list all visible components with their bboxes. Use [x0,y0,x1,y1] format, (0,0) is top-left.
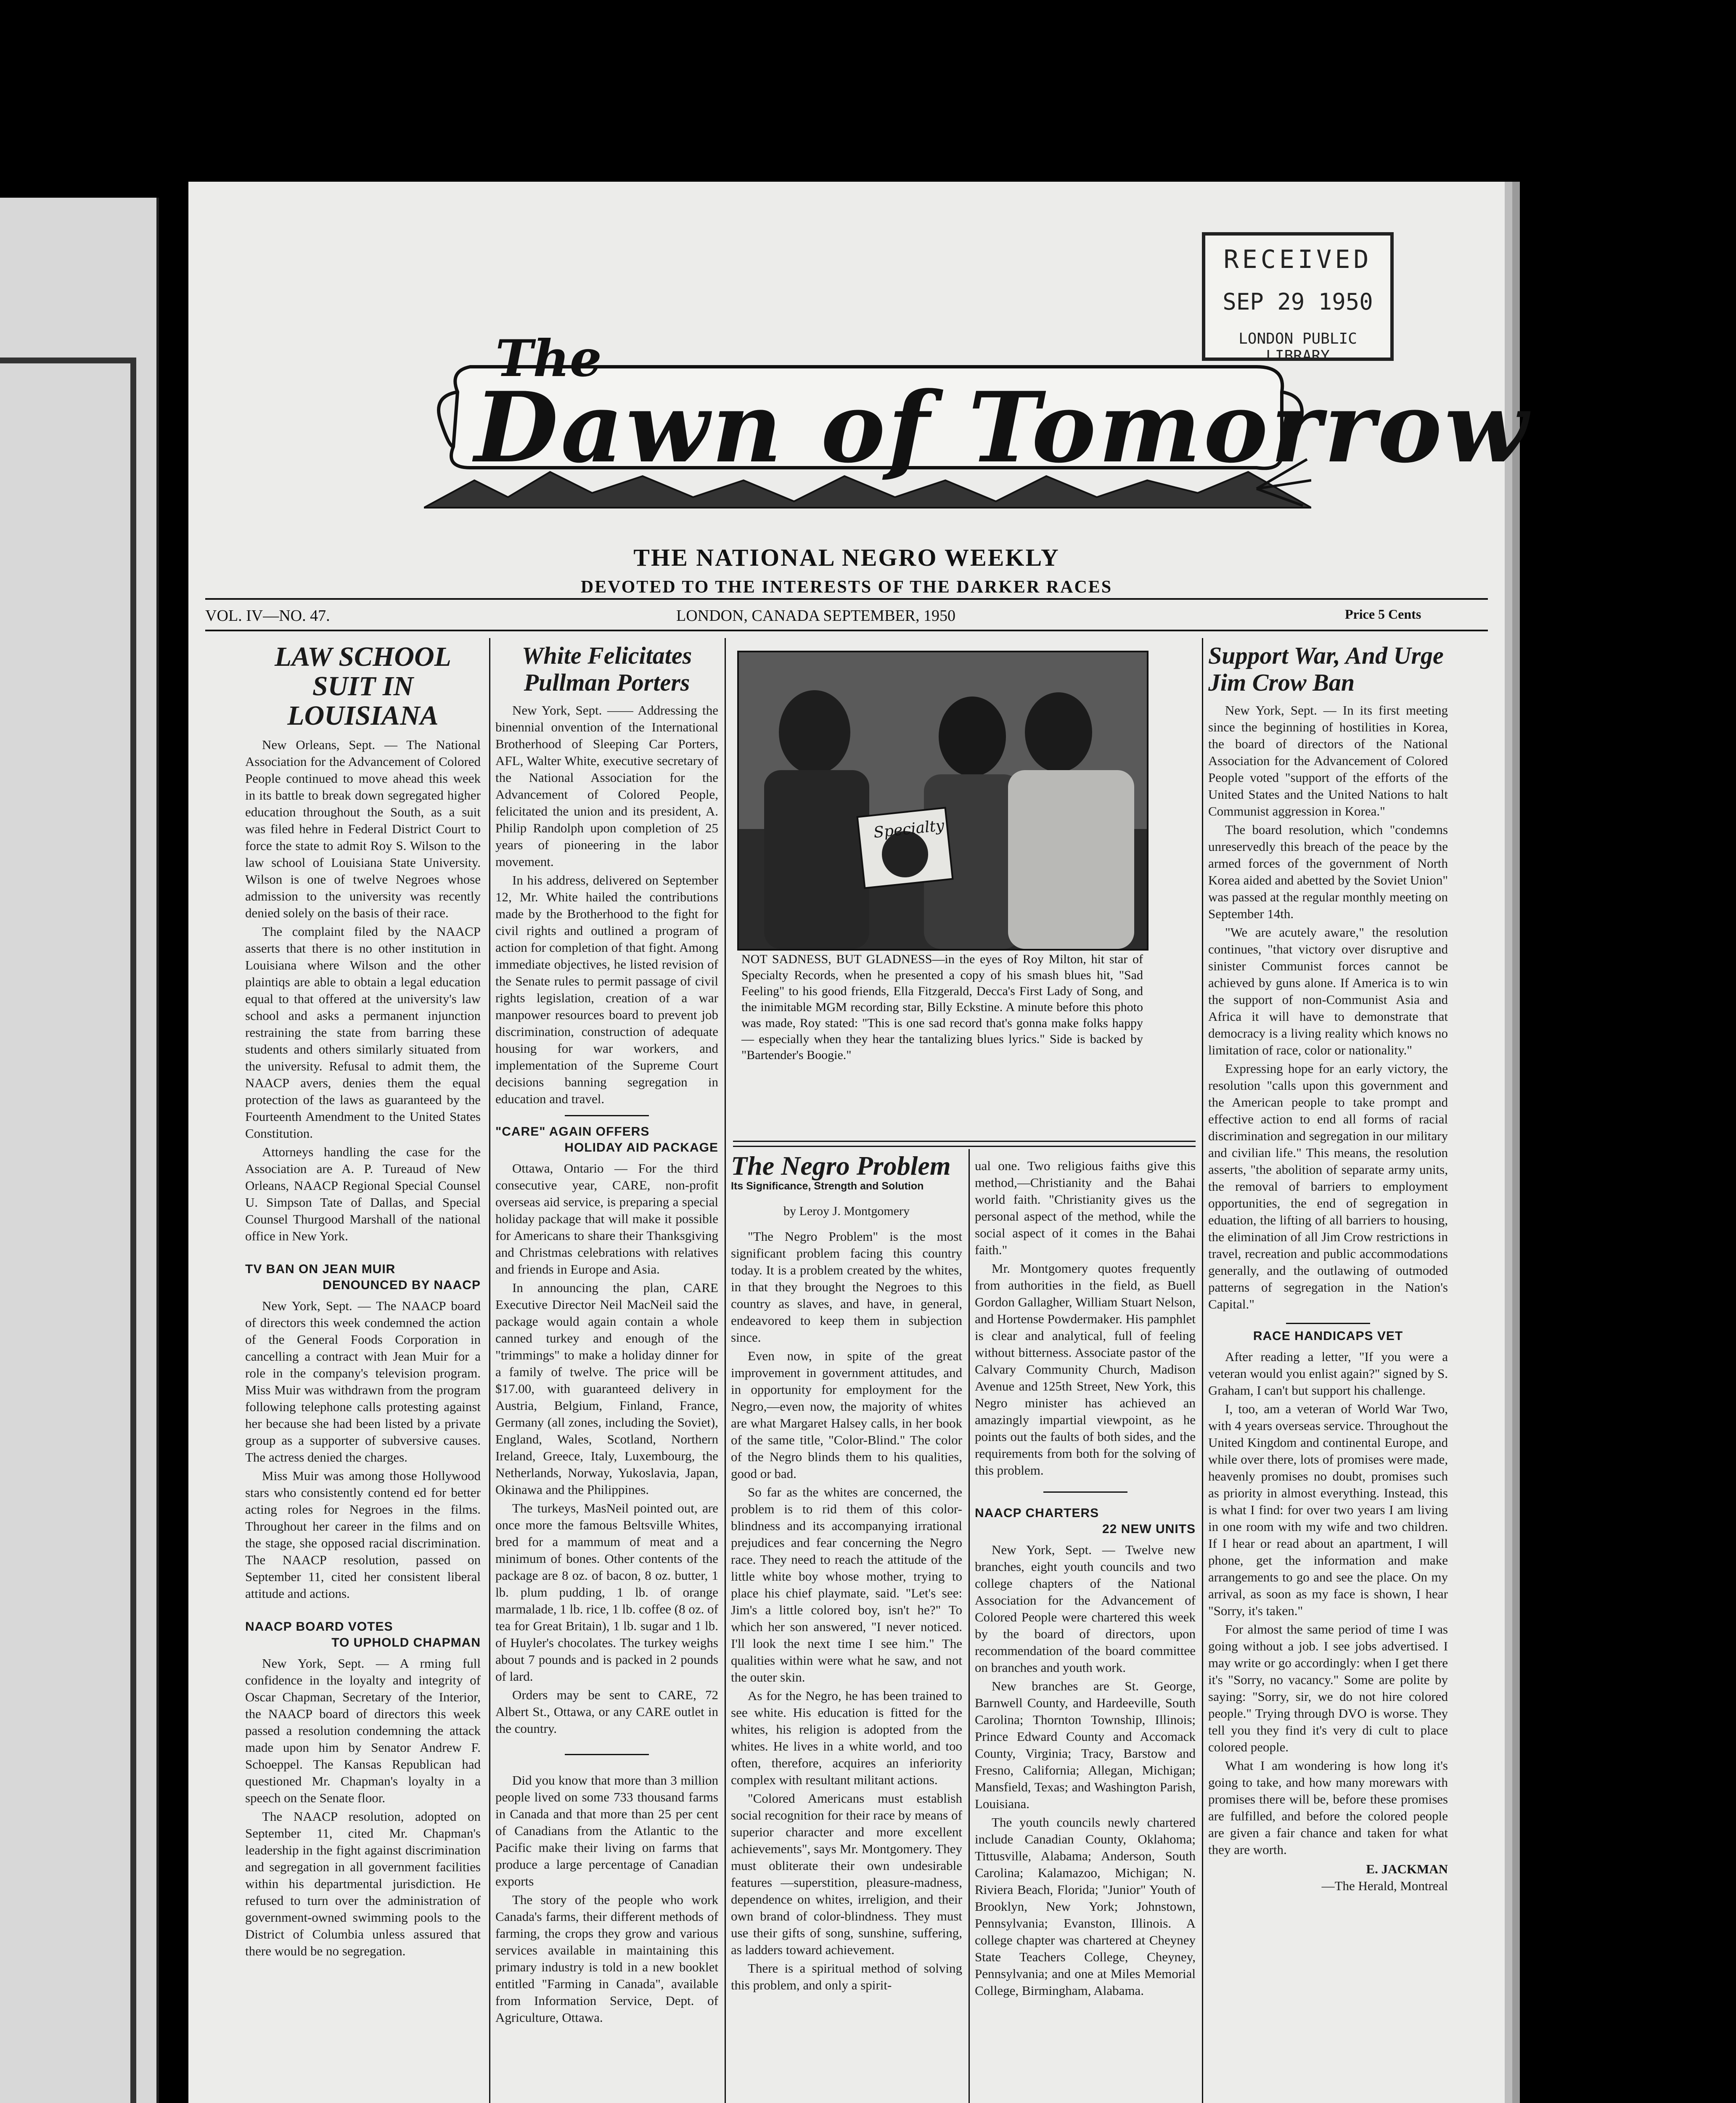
article-paragraph: New Orleans, Sept. — The National Association for the Advancement of Colored People continued to move ahead this week in its battle to break down segregated higher education throughout the South, as a suit was filed hehre in Federal District Court to force the state to admit Roy S. Wilson to the law school of Louisiana State University. Wilson is one of twelve Negroes whose admission to the university was recently denied solely on the basis of their race. [245,737,481,920]
article-paragraph: New York, Sept. —— Addressing the binennial onvention of the International Brotherhood of Sleeping Car Porters, AFL, Walter White, executive secretary of the National Association for the Advancement of Colored People, felicitated the union and its president, A. Philip Randolph upon completion of 25 years of pioneering in the labor movement. [495,703,718,869]
masthead-the: The [495,329,602,388]
article-paragraph: As for the Negro, he has been trained to see white. His education is fitted for the whites, his religion is adopted from the whites. He lives in a white world, and too often, therefore, acquires an inferiority complex with resultant militant actions. [731,1688,962,1787]
article-paragraph: "We are acutely aware," the resolution continues, "that victory over disruptive and sinister Communist forces cannot be achieved by guns alone. If America is to win the support of non-Communist Asia and Africa it will have to demonstrate that democracy is a living reality which knows no limitation of race, color or nationality." [1208,925,1448,1057]
stamp-date: SEP 29 1950 [1223,289,1373,315]
headline-law-school-suit: LAW SCHOOL SUIT IN LOUISIANA [275,641,451,731]
volume-number: VOL. IV—NO. 47. [205,607,330,625]
article-paragraph: The youth councils newly chartered include Canadian County, Oklahoma; Tittusville, Alabama; Anderson, South Carolina; Kalamazoo, Michigan; N. Riviera Beach, Florida; "Junior" Youth of Brooklyn, New York; Johnstown, Pennsylvania; Evanston, Illinois. A college chapter was chartered at Cheyney State Teachers College, Cheyney, Pennsylvania; and one at Miles Memorial College, Birmingham, Alabama. [975,1815,1196,1998]
article-paragraph: "Colored Americans must establish social recognition for their race by means of superior character and more excellent achievements", says Mr. Montgomery. They must obliterate their own undesirable features —superstition, pleasure-madness, dependence on whites, irreligion, and their own brand of color-blindness. They must use their gifts of song, sunshine, suffering, as ladders toward achievement. [731,1791,962,1957]
column-4 [975,1157,1196,2001]
article-paragraph: Ottawa, Ontario — For the third consecutive year, CARE, non-profit overseas aid service, is preparing a special holiday package that will make it possible for Americans to share their Thanksgiving and Christmas celebrations with relatives and friends in Europe and Asia. [495,1161,718,1277]
top-rule [205,598,1488,600]
column-rule-4 [1202,638,1203,2103]
article-paragraph: Expressing hope for an early victory, the resolution "calls upon this government and the American people to take prompt and effective action to end all forms of racial discrimination and segregation in our military and civilian life." This means, the resolution asserts, "the abolition of separate army units, the removal of barriers to employment opportunities, the end of segregation in eduation, the lifting of all barriers to housing, the elimination of all Jim Crow restrictions in travel, recreation and public accommodations generally, and the outlawing of outmoded patterns of segregation in the Nation's Capital." [1208,1061,1448,1311]
article-paragraph: So far as the whites are concerned, the problem is to rid them of this color-blindness and its accompanying irrational prejudices and fear concerning the Negro race. They need to reach the attitude of the little white boy whose mother, trying to place his chief playmate, said. "Let's see: Jim's a little colored boy, isn't he?" To which her son answered, "I never noticed. I'll look the next time I see him." The qualities within were what he saw, and not the outer skin. [731,1485,962,1685]
article-paragraph: Orders may be sent to CARE, 72 Albert St., Ottawa, or any CARE outlet in the country. [495,1687,718,1736]
subhead-tv-ban: DENOUNCED BY NAACP [323,1278,481,1292]
section-divider [1286,1323,1370,1324]
column-rule-3 [969,1149,970,2103]
section-divider [565,1754,649,1755]
article-paragraph: In announcing the plan, CARE Executive Director Neil MacNeil said the package would again contain a whole canned turkey and enough of the "trimmings" to make a holiday dinner for a family of twelve. The price will be $17.00, with guaranteed delivery in Austria, Belgium, Finland, France, Germany (all zones, including the Soviet), England, Wales, Scotland, Northern Ireland, Greece, Italy, Luxembourg, the Netherlands, Norway, Yukoslavia, Japan, Okinawa and the Philippines. [495,1280,718,1497]
article-paragraph: I, too, am a veteran of World War Two, with 4 years overseas service. Throughout the United Kingdom and continental Europe, and while over there, lots of promises were made, heavenly promises no doubt, promises such as priority in almost everything. Instead, this is what I find: for over two years I am living in one room with my wife and two children. If I hear or read about an apartment, I will phone, get the information and make arrangements to go and see the place. On my arrival, as soon as my face is shown, I hear "Sorry, it's taken." [1208,1401,1448,1618]
subhead-negro-problem: Its Significance, Strength and Solution [731,1180,924,1192]
article-paragraph: New York, Sept. — A rming full confidence in the loyalty and integrity of Oscar Chapman, Secretary of the Interior, the NAACP board of directors this week passed a resolution condemning the attack made upon him by Senator Andrew F. Schoeppel. The Kansas Republican had questioned Mr. Chapman's loyalty in a speech on the Senate floor. [245,1656,481,1805]
article-paragraph: New York, Sept. — Twelve new branches, eight youth councils and two college chapters of the National Association for the Advancement of Colored People were chartered this week by the board of directors, upon recommendation of the board committee on branches and youth work. [975,1542,1196,1675]
headline-pullman-porters: White Felicitates Pullman Porters [521,642,692,696]
column-rule-2 [725,638,726,2103]
adjacent-page-edge [0,198,159,2103]
devoted-line: DEVOTED TO THE INTERESTS OF THE DARKER RACES [580,577,1113,597]
headline-support-war: Support War, And Urge Jim Crow Ban [1208,642,1444,696]
article-paragraph: Even now, in spite of the great improvement in government attitudes, and in opportunity for employment for the Negro,—even now, the majority of whites are what Margaret Halsey calls, in her book of the same title, "Color-Blind." The color of the Negro blinds them to his qualities, good or bad. [731,1348,962,1481]
column-1 [245,642,481,1961]
article-paragraph: Attorneys handling the case for the Association are A. P. Tureaud of New Orleans, NAACP Regional Special Counsel U. Simpson Tate of Dallas, and Special Counsel Thurgood Marshall of the national office in New York. [245,1144,481,1243]
section-divider [565,1115,649,1116]
caption-rule [733,1141,1196,1142]
subhead-chapman: TO UPHOLD CHAPMAN [331,1636,481,1650]
article-paragraph: New York, Sept. — The NAACP board of directors this week condemned the action of the General Foods Corporation in cancelling a contract with Jean Muir for a role in the company's television program. Miss Muir was withdrawn from the program following telephone calls protesting against her because she had been listed by a private group as a supporter of subversive causes. The actress denied the charges. [245,1298,481,1465]
article-paragraph: The story of the people who work Canada's farms, their different methods of farming, the crops they grow and various services available in maintaining this primary industry is told in a new booklet entitled "Farming in Canada", available from Information Service, Dept. of Agriculture, Ottawa. [495,1892,718,2025]
section-divider [1043,1491,1127,1493]
article-paragraph: New York, Sept. — In its first meeting since the beginning of hostilities in Korea, the board of directors of the National Association for the Advancement of Colored People voted "support of the efforts of the United States and the United Nations to halt Communist aggression in Korea." [1208,703,1448,818]
subhead-naacp-charters: 22 NEW UNITS [1102,1522,1196,1536]
photo-caption: NOT SADNESS, BUT GLADNESS—in the eyes of Roy Milton, hit star of Specialty Records, when he presented a copy of his smash blues hit, "Sad Feeling" to his good friends, Ella Fitzgerald, Decca's First Lady of Song, and the inimitable MGM recording star, Billy Eckstine. A minute before this photo was made, Roy stated: "This is one sad record that's gonna make folks happy — especially when they hear the tantalizing blues lyrics." Side is backed by "Bartender's Boogie." [741,952,1143,1062]
article-paragraph: ual one. Two religious faiths give this method,—Christianity and the Bahai world faith. "Christianity gives us the personal aspect of the method, while the social aspect of it comes in the Bahai faith." [975,1158,1196,1257]
stamp-library: LONDON PUBLIC LIBRARY [1238,330,1357,365]
newspaper-page [188,182,1530,2103]
article-paragraph: For almost the same period of time I was going without a job. I see jobs advertised. I may write or go accordingly: when I get there it's "Sorry, no vacancy." Some are polite by saying: "Sorry, sir, we do not hire colored people." Trying through DVO is worse. They tell you they find it's very di cult to place colored people. [1208,1622,1448,1754]
article-paragraph: Did you know that more than 3 million people lived on some 733 thousand farms in Canada and that more than 25 per cent of Canadians from the Atlantic to the Pacific make their living on farms that produce a large percentage of Canadian exports [495,1773,718,1888]
column-2 [495,642,718,2028]
place-date: LONDON, CANADA SEPTEMBER, 1950 [676,607,955,625]
dateline-rule [205,630,1488,631]
photo-musicians-icon [739,652,1147,949]
stamp-received: RECEIVED [1223,245,1372,274]
masthead [424,320,1530,510]
subhead-care: HOLIDAY AID PACKAGE [564,1141,718,1155]
article-paragraph: Mr. Montgomery quotes frequently from authorities in the field, as Buell Gordon Gallagher, William Stuart Nelson, and Hortense Powdermaker. His pamphlet is clear and analytical, full of feeling without bitterness. Associate pastor of the Calvary Community Church, Madison Avenue and 125th Street, New York, this Negro minister has achieved an amazingly impartial viewpoint, as he points out the faults of both sides, and the requirements from both for the solving of this problem. [975,1261,1196,1478]
article-paragraph: The NAACP resolution, adopted on September 11, cited Mr. Chapman's leadership in the fight against discrimination and segregation in all government facilities within his departmental jurisdiction. He refused to turn over the administration of government-owned swimming pools to the District of Columbia unless assured that there would be no segregation. [245,1809,481,1958]
headline-chapman: NAACP BOARD VOTES [245,1620,393,1634]
letter-signature: E. JACKMAN [1366,1862,1448,1876]
article-paragraph: Miss Muir was among those Hollywood stars who consistently contend ed for better acting roles for Negroes in the films. Throughout her career in the films and on the stage, she opposed racial discrimination. The NAACP resolution, passed on September 11, cited her consistent liberal attitude and actions. [245,1468,481,1601]
column-3 [731,1151,962,1995]
headline-care: "CARE" AGAIN OFFERS [495,1125,650,1139]
headline-race-handicaps: RACE HANDICAPS VET [1253,1329,1403,1343]
headline-tv-ban: TV BAN ON JEAN MUIR [245,1262,396,1276]
article-paragraph: What I am wondering is how long it's going to take, and how many morewars with promises there will be, before these promises are fulfilled, and before the colored people are given a fair chance and taken for what they are worth. [1208,1758,1448,1857]
caption-rule-2 [733,1146,1196,1147]
adjacent-page-border [0,358,136,2103]
headline-naacp-charters: NAACP CHARTERS [975,1506,1099,1520]
column-rule-1 [489,638,490,2103]
news-photo [737,651,1149,951]
article-paragraph: The turkeys, MasNeil pointed out, are once more the famous Beltsville Whites, bred for a mammum of meat and a minimum of bones. Other contents of the package are 8 oz. of bacon, 8 oz. butter, 1 lb. plum pudding, 1 lb. of orange marmalade, 1 lb. rice, 1 lb. coffee (8 oz. of tea for Great Britain), 1 lb. sugar and 1 lb. of Huyler's chocolates. The turkey weighs about 7 pounds and is packed in 2 pounds of lard. [495,1501,718,1684]
letter-source: —The Herald, Montreal [1321,1878,1448,1893]
column-5 [1208,642,1448,1894]
headline-negro-problem: The Negro Problem [731,1151,951,1181]
tagline: THE NATIONAL NEGRO WEEKLY [633,544,1060,571]
article-paragraph: "The Negro Problem" is the most significant problem facing this country today. It is a problem created by the whites, in that they brought the Negroes to this country as slaves, and have, in general, endeavored to keep them in subjection since. [731,1229,962,1345]
article-paragraph: The complaint filed by the NAACP asserts that there is no other institution in Louisiana where Wilson and the other plaintiqs are able to obtain a legal education equal to that offered at the university's law school and asks a permanent injunction restraining the state from barring these students and others similarly situated from the university. Refusal to admit them, the NAACP avers, denies them the equal protection of the laws as guaranteed by the Fourteenth Amendment to the United States Constitution. [245,924,481,1141]
article-paragraph: After reading a letter, "If you were a veteran would you enlist again?" signed by S. Graham, I can't but support his challenge. [1208,1349,1448,1398]
article-paragraph: There is a spiritual method of solving this problem, and only a spirit- [731,1961,962,1992]
article-paragraph: The board resolution, which "condemns unreservedly this breach of the peace by the armed forces of the government of North Korea aided and abetted by the Soviet Union" was passed at the regular monthly meeting on September 14th. [1208,822,1448,921]
article-paragraph: In his address, delivered on September 12, Mr. White hailed the contributions made by the Brotherhood to the fight for civil rights and outlined a program of action for completion of that fight. Among immediate objectives, he listed revision of the Senate rules to permit passage of civil rights legislation, creation of a war manpower resources board to prevent job discrimination, construction of adequate housing for war workers, and implementation of the Supreme Court decisions banning segregation in education and travel. [495,873,718,1106]
article-paragraph: New branches are St. George, Barnwell County, and Hardeeville, South Carolina; Thornton Township, Illinois; Prince Edward County and Accomack County, Virginia; Tracy, Barstow and Fresno, California; Allegan, Michigan; Mansfield, Texas; and Washington Parish, Louisiana. [975,1679,1196,1811]
price: Price 5 Cents [1345,607,1421,622]
byline: by Leroy J. Montgomery [783,1204,910,1218]
masthead-title: Dawn of Tomorrow [474,371,1530,485]
record-label-text: Specialty [873,817,945,842]
